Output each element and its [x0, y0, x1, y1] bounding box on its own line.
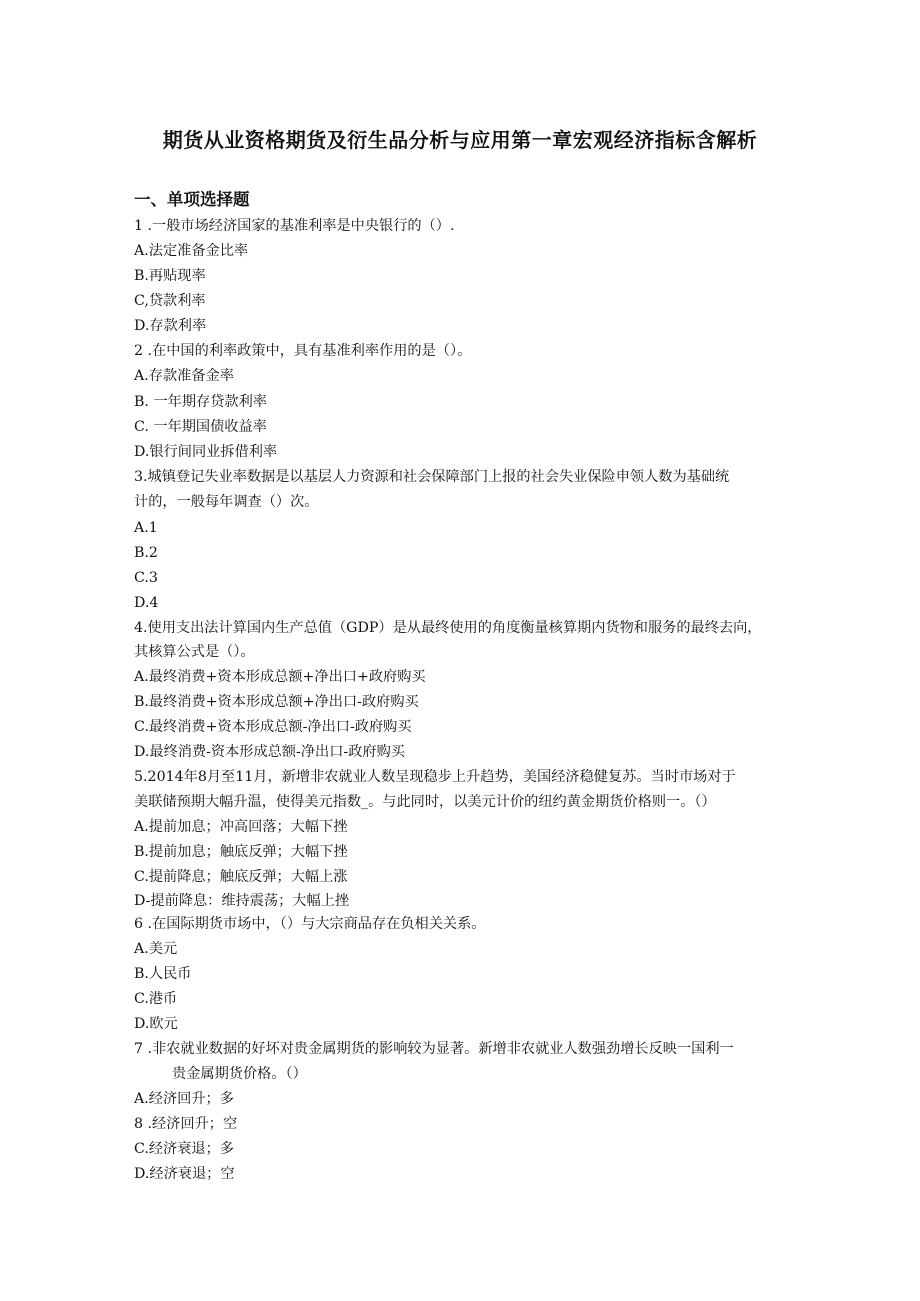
option-line: D.4 [134, 595, 159, 611]
question-5-stem-cont: 美联储预期大幅升温，使得美元指数_。与此同时，以美元计价的纽约黄金期货价格则一。（） [134, 794, 716, 810]
question-4-stem: 4.使用支出法计算国内生产总值（GDP）是从最终使用的角度衡量核算期内货物和服务的最终去向， [134, 620, 762, 636]
option-line: C. 一年期国债收益率 [134, 419, 267, 435]
question-6-stem: 6 .在国际期货市场中，（）与大宗商品存在负相关关系。 [134, 916, 486, 932]
option-line: D-提前降息：维持震荡；大幅上挫 [134, 893, 350, 909]
option-line: B.最终消费+资本形成总额+净出口-政府购买 [134, 694, 419, 710]
option-line: A.最终消费+资本形成总额+净出口+政府购买 [134, 669, 426, 685]
option-line: C.港币 [134, 991, 178, 1007]
option-line: 8 .经济回升；空 [134, 1116, 238, 1132]
option-line: A.存款准备金率 [134, 368, 234, 384]
option-line: C.最终消费+资本形成总额-净出口-政府购买 [134, 719, 412, 735]
option-line: B. 一年期存贷款利率 [134, 394, 267, 410]
option-line: D.欧元 [134, 1016, 178, 1032]
page-title: 期货从业资格期货及衍生品分析与应用第一章宏观经济指标含解析 [162, 128, 758, 152]
option-line: D.最终消费-资本形成总额-净出口-政府购买 [134, 744, 405, 760]
option-line: B.2 [134, 545, 158, 561]
option-line: A.法定准备金比率 [134, 243, 249, 259]
question-1-stem: 1 .一般市场经济国家的基准利率是中央银行的（）. [134, 218, 455, 234]
option-line: B.提前加息；触底反弹；大幅下挫 [134, 844, 348, 860]
option-line: C.提前降息；触底反弹；大幅上涨 [134, 869, 348, 885]
option-line: D.经济衰退；空 [134, 1166, 235, 1182]
option-line: A.1 [134, 520, 158, 536]
option-line: B.人民币 [134, 966, 192, 982]
question-7-stem: 7 .非农就业数据的好坏对贵金属期货的影响较为显著。新增非农就业人数强劲增长反映一国利一 [134, 1041, 734, 1057]
option-line: A.经济回升；多 [134, 1091, 234, 1107]
question-2-stem: 2 .在中国的利率政策中，具有基准利率作用的是（）。 [134, 343, 472, 359]
question-3-stem-cont: 计的，一般每年调查（）次。 [134, 494, 319, 510]
option-line: D.存款利率 [134, 318, 207, 334]
question-7-stem-cont: 贵金属期货价格。（） [172, 1066, 307, 1082]
option-line: A.美元 [134, 941, 178, 957]
option-line: C,贷款利率 [134, 293, 206, 309]
option-line: D.银行间同业拆借利率 [134, 444, 278, 460]
option-line: C.经济衰退；多 [134, 1141, 234, 1157]
question-5-stem: 5.2014年8月至11月，新增非农就业人数呈现稳步上升趋势，美国经济稳健复苏。当时市场对于 [134, 769, 736, 785]
question-4-stem-cont: 其核算公式是（）。 [134, 644, 255, 660]
option-line: A.提前加息；冲高回落；大幅下挫 [134, 819, 348, 835]
question-3-stem: 3.城镇登记失业率数据是以基层人力资源和社会保障部门上报的社会失业保险申领人数为基础统 [134, 469, 730, 485]
option-line: B.再贴现率 [134, 268, 206, 284]
option-line: C.3 [134, 570, 158, 586]
section-heading: 一、单项选择题 [134, 190, 250, 209]
